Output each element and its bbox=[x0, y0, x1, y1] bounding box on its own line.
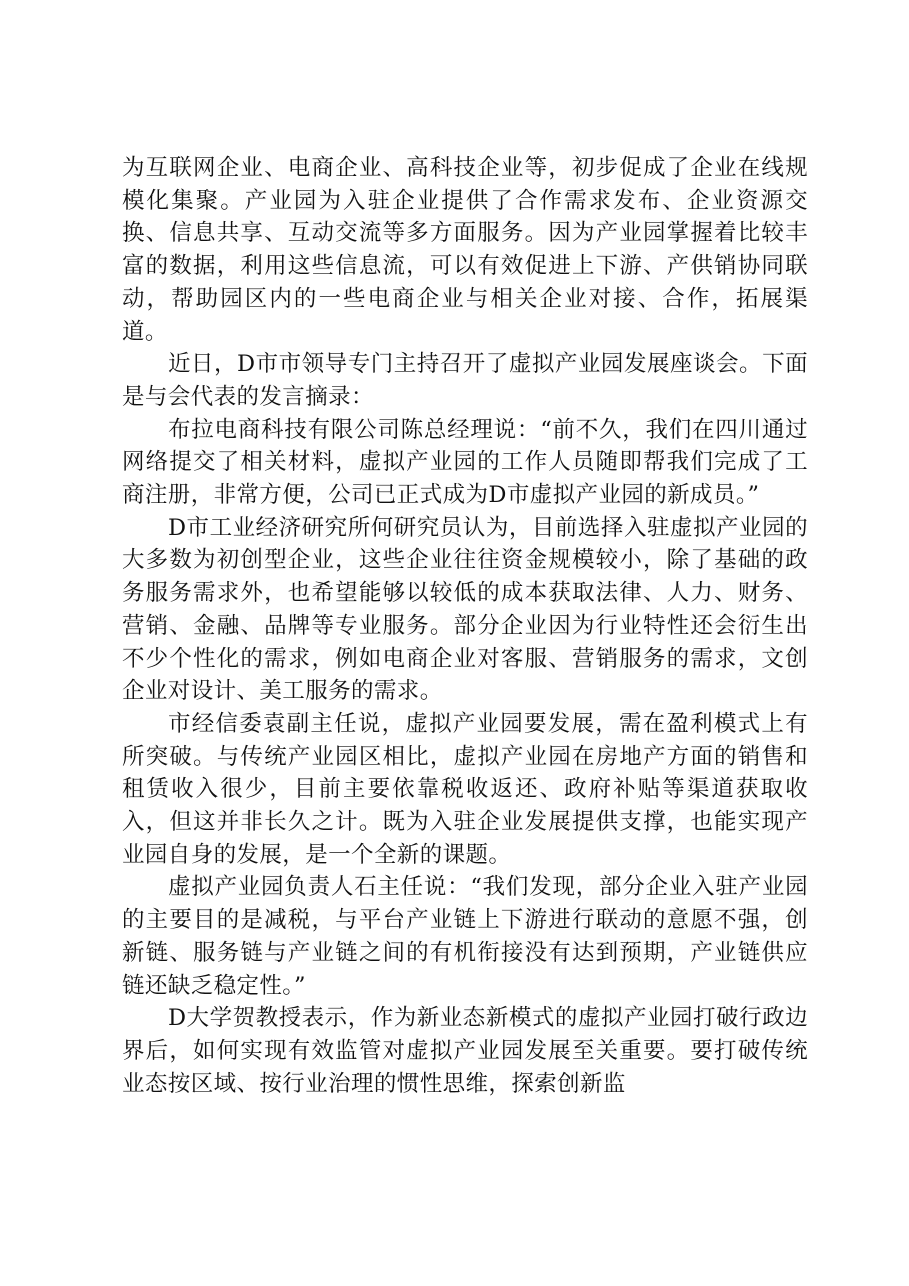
paragraph-researcher-he: D市工业经济研究所何研究员认为，目前选择入驻虚拟产业园的大多数为初创型企业，这些企业往往资金规模较小，除了基础的政务服务需求外，也希望能够以较低的成本获取法律、人力、财务、营销、金融、品牌等专业服务。部分企业因为行业特性还会衍生出不少个性化的需求，例如电商企业对客服、营销服务的需求，文创企业对设计、美工服务的需求。 bbox=[122, 514, 808, 705]
document-body bbox=[122, 152, 808, 1100]
paragraph-director-yuan: 市经信委袁副主任说，虚拟产业园要发展，需在盈利模式上有所突破。与传统产业园区相比，虚拟产业园在房地产方面的销售和租赁收入很少，目前主要依靠税收返还、政府补贴等渠道获取收入，但这并非长久之计。既为入驻企业发展提供支撑，也能实现产业园自身的发展，是一个全新的课题。 bbox=[122, 710, 808, 868]
paragraph-director-shi: 虚拟产业园负责人石主任说：“我们发现，部分企业入驻产业园的主要目的是减税，与平台产业链上下游进行联动的意愿不强，创新链、服务链与产业链之间的有机衔接没有达到预期，产业链供应链还缺乏稳定性。” bbox=[122, 874, 808, 999]
paragraph-manager-chen: 布拉电商科技有限公司陈总经理说：“前不久，我们在四川通过网络提交了相关材料，虚拟产业园的工作人员随即帮我们完成了工商注册，非常方便，公司已正式成为D市虚拟产业园的新成员。” bbox=[122, 416, 808, 509]
paragraph-continuation: 为互联网企业、电商企业、高科技企业等，初步促成了企业在线规模化集聚。产业园为入驻企业提供了合作需求发布、企业资源交换、信息共享、互动交流等多方面服务。因为产业园掌握着比较丰富的数据，利用这些信息流，可以有效促进上下游、产供销协同联动，帮助园区内的一些电商企业与相关企业对接、合作，拓展渠道。 bbox=[122, 155, 808, 345]
paragraph-professor-he: D大学贺教授表示，作为新业态新模式的虚拟产业园打破行政边界后，如何实现有效监管对虚拟产业园发展至关重要。要打破传统业态按区域、按行业治理的惯性思维，探索创新监 bbox=[122, 1005, 808, 1097]
paragraph-meeting-intro: 近日，D市市领导专门主持召开了虚拟产业园发展座谈会。下面是与会代表的发言摘录： bbox=[122, 351, 808, 410]
